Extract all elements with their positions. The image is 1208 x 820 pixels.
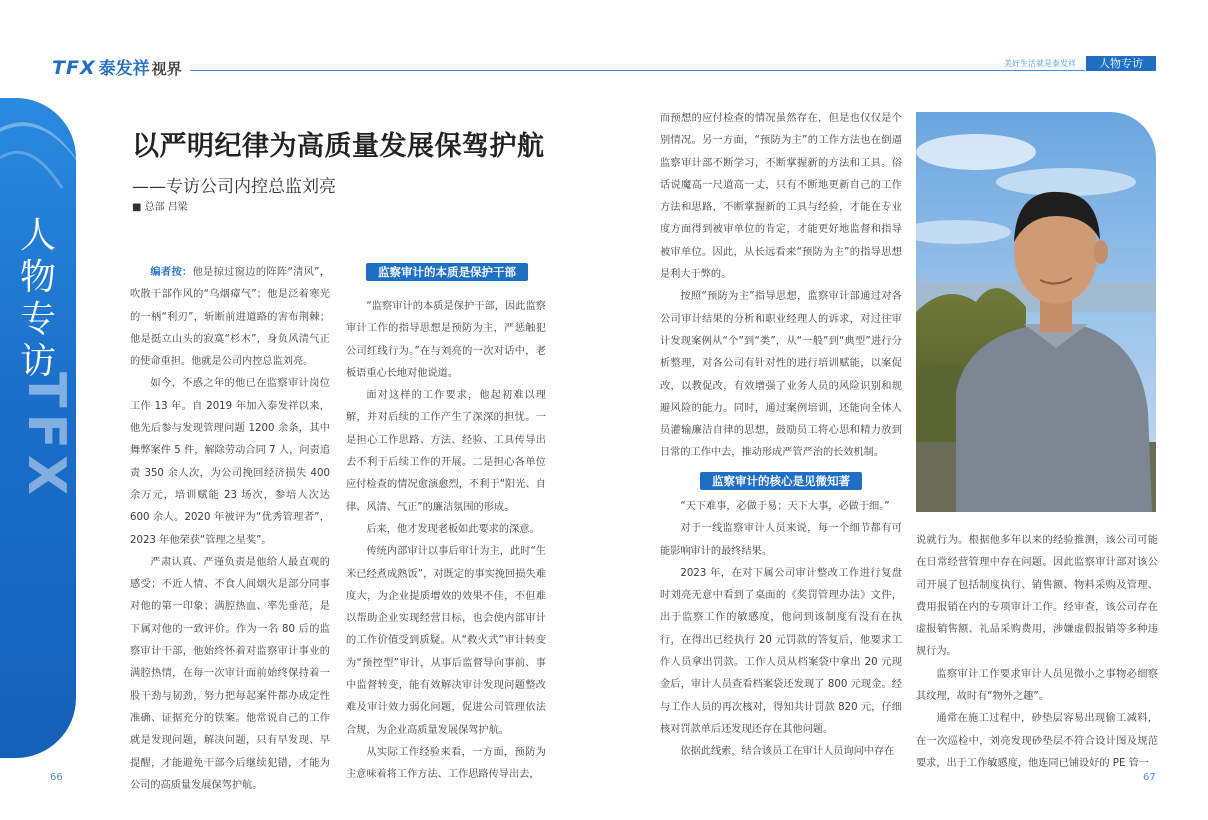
side-watermark: TFX	[16, 372, 76, 502]
paragraph: 后来，他才发现老板如此要求的深意。	[366, 523, 540, 535]
text-column-2	[346, 296, 546, 787]
article-byline: ■ 总部 吕梁	[132, 202, 188, 213]
paragraph: “监察审计的本质是保护干部，因此监察审计工作的指导思想是预防为主，严惩触犯公司红线行为。”在与刘亮的一次对话中，老板语重心长地对他说道。	[346, 301, 546, 379]
section-heading-2: 监察审计的核心是见微知著	[700, 472, 862, 490]
section-badge: 人物专访	[1086, 56, 1156, 71]
portrait-photo	[916, 112, 1156, 512]
text-column-3b	[660, 496, 902, 764]
paragraph: 通常在施工过程中，砂垫层容易出现偷工减料，在一次巡检中，刘亮发现砂垫层不符合设计图及规范要求，出于工作敏感度，他连同已铺设好的 PE 管一	[916, 713, 1158, 769]
paragraph: 从实际工作经验来看，一方面，预防为主意味着将工作方法、工作思路传导出去，	[346, 746, 546, 781]
paragraph: 面对这样的工作要求，他起初难以理解，并对后续的工作产生了深深的担忧。一是担心工作思路、方法、经验、工具传导出去不利于后续工作的开展。二是担心各单位应付检查的情况愈演愈烈，不利于“阳光、自律、风清、气正”的廉洁氛围的形成。	[346, 390, 546, 513]
article-title: 以严明纪律为高质量发展保驾护航	[132, 131, 545, 162]
paragraph: 严肃认真、严谨负责是他给人最直观的感受；不近人情、不食人间烟火是部分同事对他的第一印象；满腔热血、率先垂范，是下属对他的一致评价。作为一名 80 后的监察审计干部，他始终怀着对监察审计事业的满腔热情，在每一次审计面前始终保持着一股干劲与韧劲，努力把每起案件都办成定性准确、证据充分的铁案。他常说自己的工作就是发现问题，解决问题，只有早发现、早提醒，才能避免干部今后继续犯错，才能为公司的高质量发展保驾护航。	[130, 556, 330, 791]
text-column-1	[130, 262, 330, 797]
text-column-4	[916, 530, 1158, 775]
brand-tfx: TFX	[52, 57, 96, 79]
portrait-image-icon	[916, 112, 1156, 512]
text-column-3	[660, 108, 902, 465]
paragraph: 2023 年，在对下属公司审计整改工作进行复盘时刘亮无意中看到了桌面的《奖罚管理办法》文件，出于监察工作的敏感度，他问到该制度有没有在执行，在得出已经执行 20 元罚款的答复后，他要求工作人员拿出罚款。工作人员从档案袋中拿出 20 元现金后，审计人员查看档案袋还发现了 800 元现金。经与工作人员的再次核对，得知共计罚款 820 元，仔细核对罚款单后还发现还存在其他问题。	[660, 567, 902, 735]
brand-logo	[52, 54, 182, 79]
paragraph: 说就行为。根据他多年以来的经验推测，该公司可能在日常经营管理中存在问题。因此监察审计部对该公司开展了包括制度执行、销售额、物料采购及管理、费用报销在内的专项审计工作。经审查，该公司存在虚报销售额、礼品采购费用，涉嫌虚假报销等多种违规行为。	[916, 535, 1158, 658]
paragraph: 对于一线监察审计人员来说，每一个细节都有可能影响审计的最终结果。	[660, 523, 902, 557]
editor-text: 他是掠过窗边的阵阵“清风”，吹散干部作风的“乌烟瘴气”；他是泛着寒光的一柄“利刃”，斩断前进道路的害布荆棘；他是挺立山头的寂寞“杉木”，身负风清气正的使命重担。他就是公司内控总监刘亮。	[130, 267, 331, 368]
paragraph: 依据此线索，结合该员工在审计人员询问中存在	[680, 746, 895, 758]
paragraph: 如今，不惑之年的他已在监察审计岗位工作 13 年。自 2019 年加入泰发祥以来，他先后参与发现管理问题 1200 余条，其中舞弊案件 5 件，解除劳动合同 7 人，问责追责 350 余人次，为公司挽回经济损失 400 余万元，培训赋能 23 场次，参培人次达 600 余人。2020 年被评为“优秀管理者”，2023 年他荣获“管理之星奖”。	[130, 378, 330, 546]
editor-note	[130, 262, 330, 373]
header-divider	[190, 70, 1085, 71]
editor-label: 编者按：	[150, 267, 193, 278]
brand-chinese: 泰发祥	[98, 59, 150, 79]
paragraph: 而预想的应付检查的情况虽然存在，但是也仅仅是个别情况。另一方面，“预防为主”的工作方法也在倒逼监察审计部不断学习，不断掌握新的方法和工具。俗话说魔高一尺道高一丈，只有不断地更新自己的工作方法和思路，不断掌握新的工具与经验，才能在专业度方面得到被审单位的肯定，才能更好地监督和指导被审单位。因此，从长远看来“预防为主”的指导思想是利大于弊的。	[660, 113, 902, 281]
paragraph: 传统内部审计以事后审计为主，此时“生米已经煮成熟饭”，对既定的事实挽回损失难度大，为企业提质增效的效果不佳，不但难以帮助企业实现经营目标，也会使内部审计的工作价值受到质疑。从“救火式”审计转变为“预控型”审计，从事后监督导向事前、事中监督转变，能有效解决审计发现问题整改难及审计效力弱化问题，促进公司管理依法合规，为企业高质量发展保驾护航。	[346, 546, 546, 736]
paragraph: 监察审计工作要求审计人员见微小之事物必细察其纹理，故时有“物外之趣”。	[916, 668, 1158, 703]
brand-view: 视界	[151, 60, 182, 78]
article-subtitle: ——专访公司内控总监刘亮	[132, 177, 336, 197]
page-number-right: 67	[1143, 772, 1156, 783]
side-section-label: 人物专访	[19, 215, 56, 382]
page-number-left: 66	[50, 772, 63, 783]
paragraph: “天下难事，必做于易；天下大事，必做于细。”	[680, 501, 890, 512]
header-slogan: 美好生活就是泰发祥	[1004, 59, 1076, 68]
paragraph: 按照“预防为主”指导思想，监察审计部通过对各公司审计结果的分析和职业经理人的诉求，对过往审计发现案例从“个”到“类”，从“一般”到“典型”进行分析整理，对各公司有针对性的进行培训赋能，以案促改，以教促改，有效增强了业务人员的风险识别和规避风险的能力。同时，通过案例培训，还能向全体人员灌输廉洁自律的思想，鼓励员工将心思和精力放到日常的工作中去，推动形成严管严治的长效机制。	[660, 291, 902, 459]
section-heading-1: 监察审计的本质是保护干部	[366, 263, 528, 281]
